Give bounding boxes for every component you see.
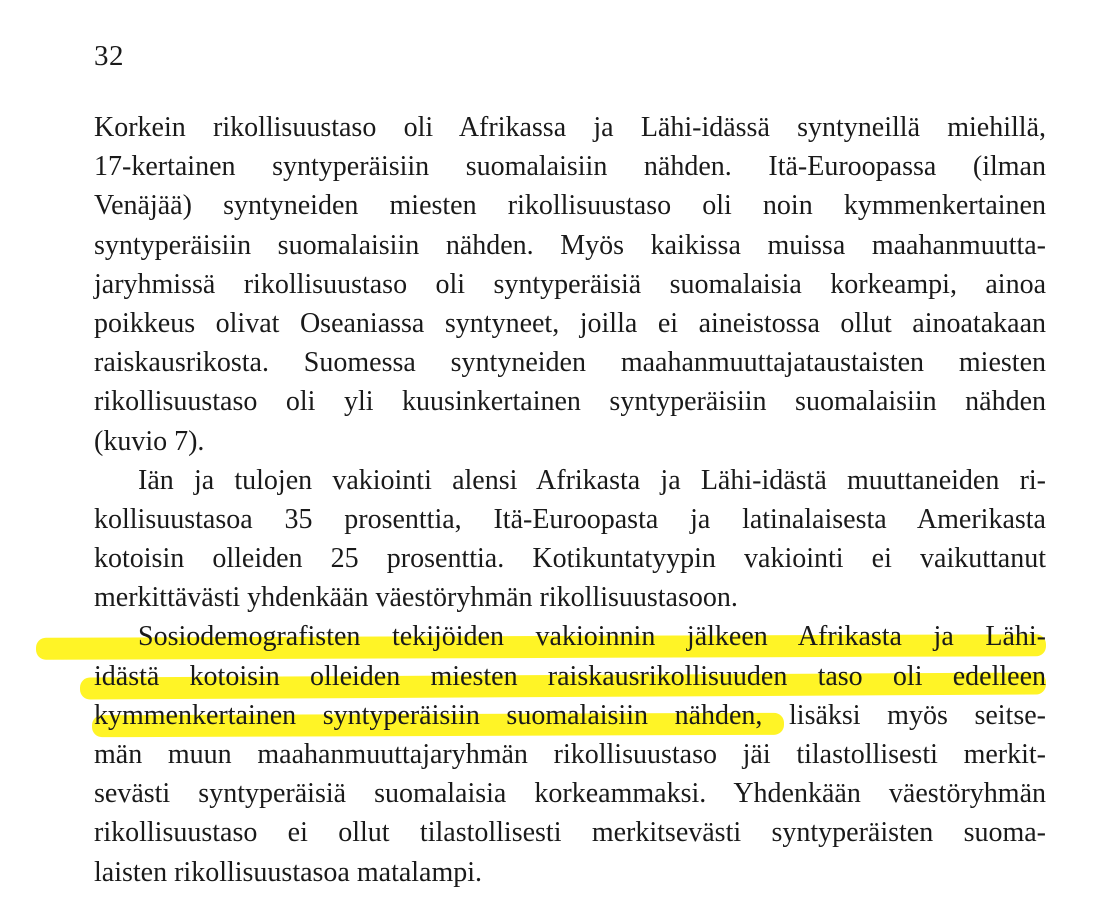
text-line: poikkeus olivat Oseaniassa syntyneet, joilla ei aineistossa ollut ainoatakaan [94, 307, 1046, 339]
text-line: kotoisin olleiden 25 prosenttia. Kotikuntatyypin vakiointi ei vaikuttanut [94, 543, 1046, 575]
text-line: Sosiodemografisten tekijöiden vakioinnin jälkeen Afrikasta ja Lähi- [138, 621, 1046, 653]
text-line: laisten rikollisuustasoa matalampi. [94, 856, 483, 888]
text-line: rikollisuustaso oli yli kuusinkertainen syntyperäisiin suomalaisiin nähden [94, 386, 1046, 418]
text-line: rikollisuustaso ei ollut tilastollisesti merkitsevästi syntyperäisten suoma- [94, 817, 1046, 849]
page-number: 32 [94, 40, 124, 72]
text-line: jaryhmissä rikollisuustaso oli syntyperäisiä suomalaisia korkeampi, ainoa [94, 268, 1046, 300]
text-line: kollisuustasoa 35 prosenttia, Itä-Euroopasta ja latinalaisesta Amerikasta [94, 503, 1046, 535]
text-line: kymmenkertainen syntyperäisiin suomalaisiin nähden, lisäksi myös seitse- [94, 699, 1046, 731]
text-line: Iän ja tulojen vakiointi alensi Afrikasta ja Lähi-idästä muuttaneiden ri- [138, 464, 1046, 496]
text-line: syntyperäisiin suomalaisiin nähden. Myös kaikissa muissa maahanmuutta- [94, 229, 1046, 261]
text-line: sevästi syntyperäisiä suomalaisia korkeammaksi. Yhdenkään väestöryhmän [94, 778, 1046, 810]
text-line: (kuvio 7). [94, 425, 205, 457]
text-line: 17-kertainen syntyperäisiin suomalaisiin nähden. Itä-Euroopassa (ilman [94, 151, 1046, 183]
text-line: merkittävästi yhdenkään väestöryhmän rikollisuustasoon. [94, 582, 738, 614]
text-line: Venäjää) syntyneiden miesten rikollisuustaso oli noin kymmenkertainen [94, 190, 1046, 222]
text-line: män muun maahanmuuttajaryhmän rikollisuustaso jäi tilastollisesti merkit- [94, 739, 1046, 770]
text-line: idästä kotoisin olleiden miesten raiskausrikollisuuden taso oli edelleen [94, 660, 1046, 692]
text-line: Korkein rikollisuustaso oli Afrikassa ja Lähi-idässä syntyneillä miehillä, [94, 112, 1046, 143]
text-line: raiskausrikosta. Suomessa syntyneiden maahanmuuttajataustaisten miesten [94, 347, 1046, 379]
body-text [94, 108, 1046, 892]
